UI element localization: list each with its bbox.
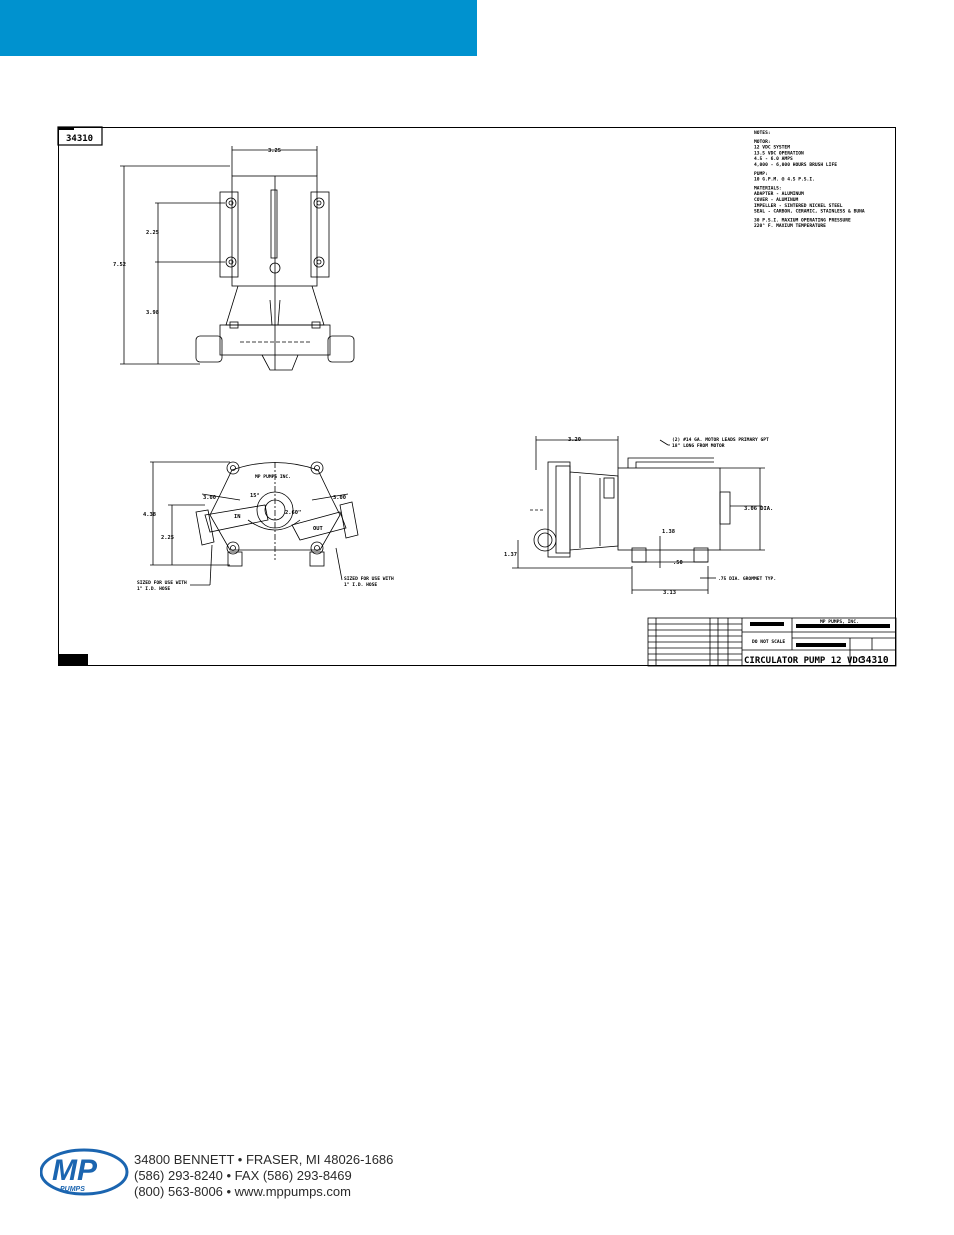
note-line: 12 VDC SYSTEM <box>754 145 790 151</box>
leads-note-1: (2) #14 GA. MOTOR LEADS PRIMARY GPT <box>672 438 769 443</box>
side-view <box>512 436 765 594</box>
hose-note-right-1: SIZED FOR USE WITH <box>344 577 394 582</box>
title-do-not-scale: DO NOT SCALE <box>752 640 786 645</box>
title-name: CIRCULATOR PUMP 12 VDC <box>744 656 864 666</box>
dim-height: 4.38 <box>143 512 156 518</box>
title-part-number: 34310 <box>860 655 889 666</box>
note-line: 220° F. MAXIUM TEMPERATURE <box>754 224 826 230</box>
logo-sub: PUMPS <box>60 1186 85 1193</box>
footer-phone: (586) 293-8240 • FAX (586) 293-8469 <box>134 1168 352 1183</box>
note-line: 4,000 - 6,000 HOURS BRUSH LIFE <box>754 163 837 168</box>
note-line: IMPELLER - SINTERED NICKEL STEEL <box>754 203 843 209</box>
front-view <box>120 146 354 370</box>
dim-width: 3.25 <box>268 148 281 154</box>
dim-foot: .50 <box>673 560 683 566</box>
dim-angle: 15° <box>250 493 260 499</box>
dim-right-port: 3.00 <box>333 495 346 501</box>
bottom-brand: MP PUMPS INC. <box>255 475 291 480</box>
hose-note-left-1: SIZED FOR USE WITH <box>137 581 187 586</box>
dim-upper: 2.25 <box>146 230 159 236</box>
leads-note-2: 18" LONG FROM MOTOR <box>672 444 725 449</box>
note-line: SEAL - CARBON, CERAMIC, STAINLESS & BUNA <box>754 209 865 215</box>
bottom-view <box>150 462 358 585</box>
dim-bore: 2.60" <box>285 510 302 516</box>
drawing-notes <box>754 130 865 229</box>
note-line: COVER - ALUMINUM <box>754 198 799 203</box>
bottom-view-labels <box>137 474 394 592</box>
part-number-box <box>58 127 102 145</box>
footer-address: 34800 BENNETT • FRASER, MI 48026-1686 <box>134 1152 394 1167</box>
note-line: NOTES: <box>754 131 771 136</box>
dim-center: 2.25 <box>161 535 174 541</box>
dim-total: 7.52 <box>113 262 126 268</box>
note-line: ADAPTER - ALUMINUM <box>754 192 804 198</box>
note-line: 30 P.S.I. MAXIUM OPERATING PRESSURE <box>754 218 851 224</box>
side-view-labels <box>504 437 776 596</box>
mp-pumps-logo <box>40 1148 132 1196</box>
logo-text: MP <box>52 1154 97 1187</box>
note-line: PUMP: <box>754 171 768 177</box>
dim-center-side: 1.38 <box>662 529 675 535</box>
footer-contact <box>134 1152 393 1200</box>
footer-tollfree[interactable]: (800) 563-8006 • www.mppumps.com <box>134 1184 351 1199</box>
label-out: OUT <box>313 526 323 532</box>
front-view-dimensions <box>113 148 281 316</box>
note-line: MOTOR: <box>754 139 771 145</box>
hose-note-right-2: 1" I.D. HOSE <box>344 583 378 588</box>
hose-note-left-2: 1" I.D. HOSE <box>137 587 171 592</box>
dim-dia: 3.06 DIA. <box>744 506 774 512</box>
label-in: IN <box>234 514 241 520</box>
note-line: MATERIALS: <box>754 186 782 192</box>
title-company: MP PUMPS, INC. <box>820 620 859 625</box>
note-line: 13.5 VDC OPERATION <box>754 151 804 157</box>
dim-length: 3.20 <box>568 437 581 443</box>
part-number-label: 34310 <box>66 134 94 144</box>
dim-lower: 3.98 <box>146 310 159 316</box>
grommet-note: .75 DIA. GROMMET TYP. <box>718 577 777 582</box>
dim-left-port: 3.00 <box>203 495 216 501</box>
note-line: 4.5 - 6.0 AMPS <box>754 157 793 163</box>
note-line: 10 G.P.M. @ 4.5 P.S.I. <box>754 177 815 183</box>
dim-base-h: 1.37 <box>504 552 517 558</box>
dim-base-w: 3.13 <box>663 590 676 596</box>
